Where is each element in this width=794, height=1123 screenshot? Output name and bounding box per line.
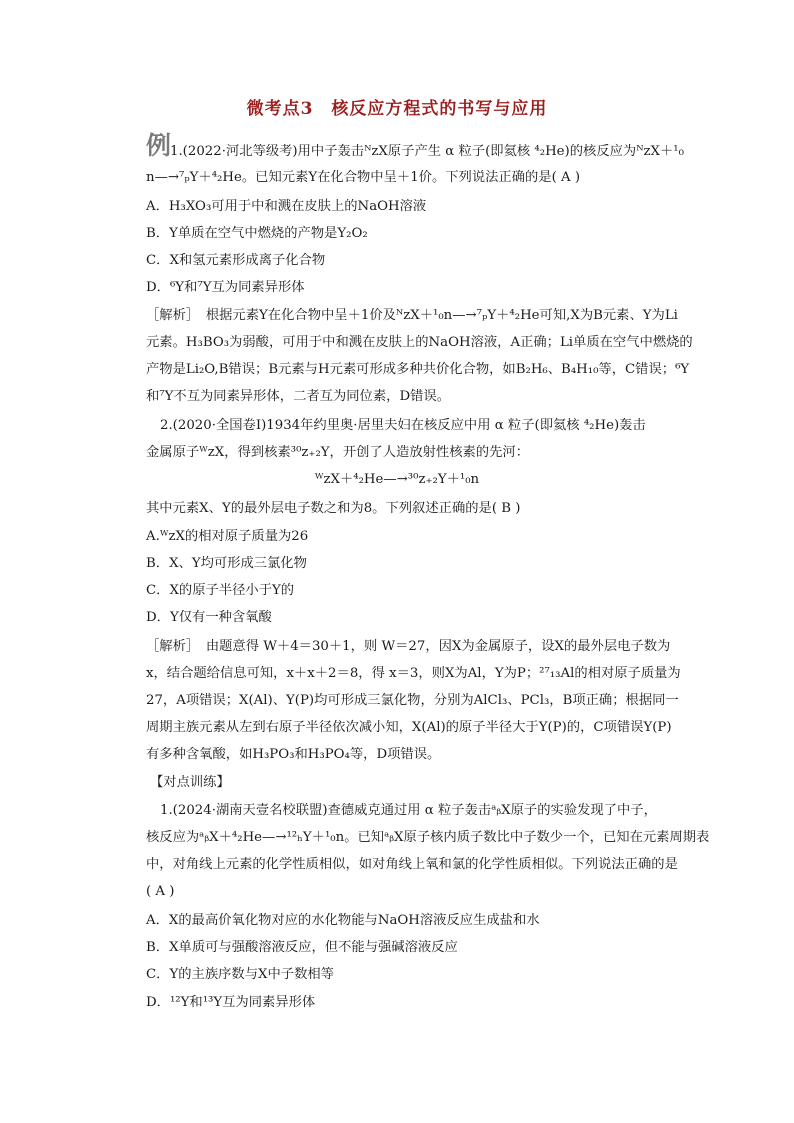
analysis-line: ［解析］ 由题意得 W＋4＝30＋1，则 W＝27，因X为金属原子，设X的最外层电子数为 <box>146 639 671 654</box>
example-mark: 例 <box>146 131 172 160</box>
analysis-line: 有多种含氧酸，如H₃PO₃和H₃PO₄等，D项错误。 <box>146 747 441 762</box>
text-line: 1.(2022·河北等级考)用中子轰击ᴺᴢX原子产生 α 粒子(即氦核 ⁴₂He)的核反应为ᴺᴢX＋¹₀ <box>170 144 684 159</box>
text-line: 2.(2020·全国卷Ⅰ)1934年约里奥·居里夫妇在核反应中用 α 粒子(即氦核 ⁴₂He)轰击 <box>160 418 646 433</box>
option-line: A．X的最高价氧化物对应的水化物能与NaOH溶液反应生成盐和水 <box>146 913 540 928</box>
text-line: ( A ) <box>146 884 175 899</box>
reaction-equation: ᵂᴢX＋⁴₂He—→³⁰ᴢ₊₂Y＋¹₀n <box>314 472 480 487</box>
option-line: B．X单质可与强酸溶液反应，但不能与强碱溶液反应 <box>146 940 458 955</box>
text-line: 1.(2024·湖南天壹名校联盟)查德威克通过用 α 粒子轰击ᵃᵦX原子的实验发现了中子， <box>160 803 657 818</box>
analysis-line: x，结合题给信息可知，x＋x＋2＝8，得 x＝3，则X为Al，Y为P；²⁷₁₃Al的相对原子质量为 <box>146 666 681 681</box>
analysis-line: 产物是Li₂O,B错误；B元素与H元素可形成多种共价化合物，如B₂H₆、B₄H₁₀等，C错误；⁶Y <box>146 362 690 377</box>
option-line: C．X的原子半径小于Y的 <box>146 583 295 598</box>
option-line: D．Y仅有一种含氧酸 <box>146 610 272 625</box>
page-title: 微考点3 核反应方程式的书写与应用 <box>246 99 548 119</box>
analysis-line: 和⁷Y不互为同素异形体，二者互为同位素，D错误。 <box>146 389 451 404</box>
analysis-line: 27，A项错误；X(Al)、Y(P)均可形成三氯化物，分别为AlCl₃、PCl₃，B项正确；根据同一 <box>146 693 679 708</box>
option-line: D．¹²Y和¹³Y互为同素异形体 <box>146 995 316 1010</box>
section-heading: 【对点训练】 <box>150 775 230 790</box>
option-line: A.ᵂᴢX的相对原子质量为26 <box>146 529 309 544</box>
option-line: A．H₃XO₃可用于中和溅在皮肤上的NaOH溶液 <box>146 199 427 214</box>
text-line: 其中元素X、Y的最外层电子数之和为8。下列叙述正确的是( B ) <box>146 501 521 516</box>
option-line: B．Y单质在空气中燃烧的产物是Y₂O₂ <box>146 226 368 241</box>
text-line: 中，对角线上元素的化学性质相似，如对角线上氧和氯的化学性质相似。下列说法正确的是 <box>146 857 678 872</box>
option-line: B．X、Y均可形成三氯化物 <box>146 556 307 571</box>
text-line: n—→⁷ₚY＋⁴₂He。已知元素Y在化合物中呈＋1价。下列说法正确的是( A ) <box>146 170 581 185</box>
text-line: 金属原子ᵂᴢX，得到核素³⁰ᴢ₊₂Y，开创了人造放射性核素的先河： <box>146 445 529 460</box>
analysis-line: ［解析］ 根据元素Y在化合物中呈＋1价及ᴺᴢX＋¹₀n—→⁷ₚY＋⁴₂He可知,X为B元素、Y为Li <box>146 308 678 323</box>
option-line: C．X和氢元素形成离子化合物 <box>146 253 326 268</box>
option-line: C．Y的主族序数与X中子数相等 <box>146 967 334 982</box>
text-line: 核反应为ᵃᵦX＋⁴₂He—→¹²ₕY＋¹₀n。已知ᵃᵦX原子核内质子数比中子数少一个，已知在元素周期表 <box>146 830 710 845</box>
analysis-line: 元素。H₃BO₃为弱酸，可用于中和溅在皮肤上的NaOH溶液，A正确；Li单质在空气中燃烧的 <box>146 335 693 350</box>
analysis-line: 周期主族元素从左到右原子半径依次减小知，X(Al)的原子半径大于Y(P)的，C项错误Y(P) <box>146 720 672 735</box>
option-line: D．⁶Y和⁷Y互为同素异形体 <box>146 280 305 295</box>
